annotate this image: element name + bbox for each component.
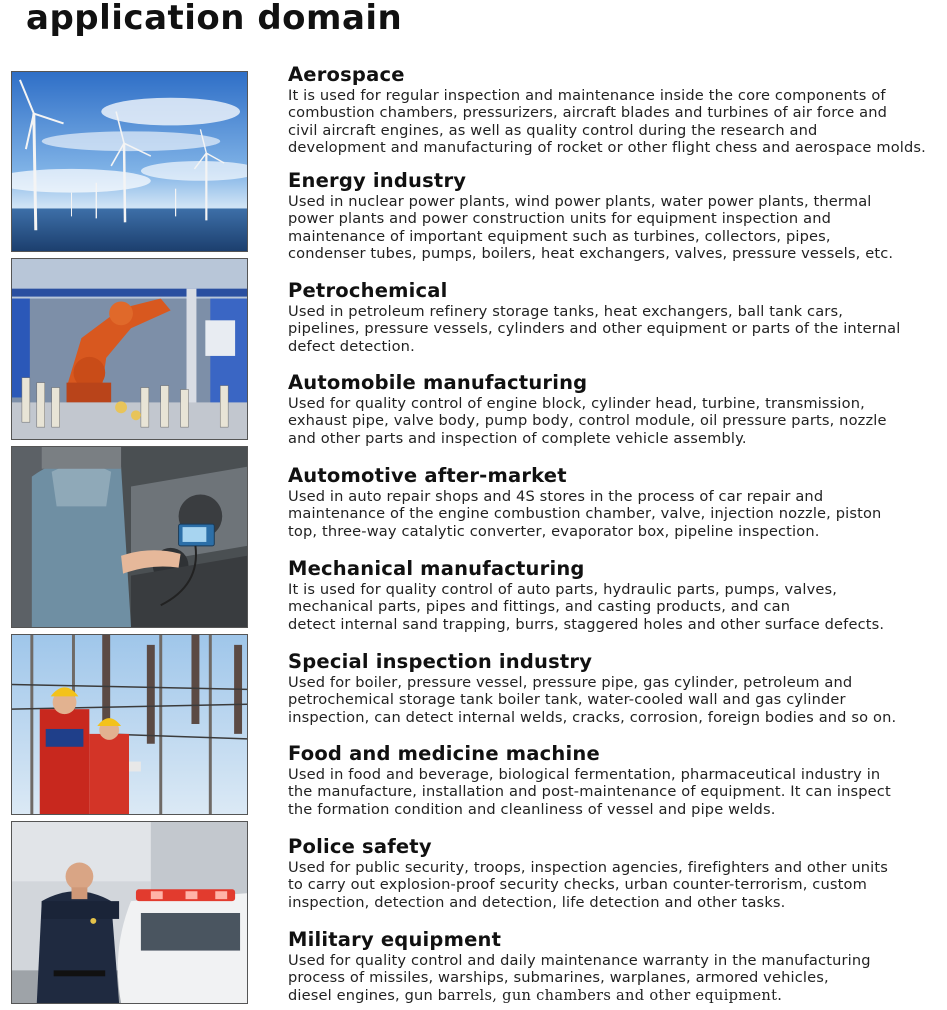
- section-text: Used in auto repair shops and 4S stores in the process of car repair and maintenance of the engine combustion chamber, valve, injection nozzle, piston top, three-way catalytic converter, evaporator box, pipeline inspection.: [288, 488, 882, 540]
- section-heading: Aerospace: [288, 63, 405, 86]
- workers-at-substation-photo: [11, 634, 248, 815]
- section-military-equipment: [288, 928, 928, 1004]
- page-title: application domain: [26, 0, 403, 38]
- police-officer-by-patrol-car-photo: [11, 821, 248, 1004]
- section-text: Used for boiler, pressure vessel, pressure pipe, gas cylinder, petroleum and petrochemical storage tank boiler tank, water-cooled wall and gas cylinder inspection, can detect internal welds, cracks, corrosion, foreign bodies and so on.: [288, 674, 897, 726]
- section-heading: Automobile manufacturing: [288, 371, 588, 394]
- section-special-inspection-industry: [288, 650, 928, 726]
- section-text: Used for public security, troops, inspection agencies, firefighters and other units to carry out explosion-proof security checks, urban counter-terrorism, custom inspection, detection and detection, life detection and other tasks.: [288, 859, 888, 911]
- section-heading: Automotive after-market: [288, 464, 567, 487]
- mechanic-with-endoscope-photo: [11, 446, 248, 628]
- section-petrochemical: [288, 279, 928, 355]
- section-heading: Petrochemical: [288, 279, 448, 302]
- section-police-safety: [288, 835, 928, 911]
- section-food-and-medicine-machine: [288, 742, 928, 818]
- section-text: Used for quality control and daily maintenance warranty in the manufacturing process of missiles, warships, submarines, warplanes, armored vehicles, diesel engines, gun barrels, gun chambers and other equipment.: [288, 952, 871, 1004]
- section-text: Used in petroleum refinery storage tanks, heat exchangers, ball tank cars, pipelines, pressure vessels, cylinders and other equipment or parts of the internal defect detection.: [288, 303, 901, 355]
- section-heading: Police safety: [288, 835, 432, 858]
- section-energy-industry: [288, 169, 928, 262]
- section-text: Used in food and beverage, biological fermentation, pharmaceutical industry in the manufacture, installation and post-maintenance of equipment. It can inspect the formation condition and cleanliness of vessel and pipe welds.: [288, 766, 891, 818]
- last-line-start: diesel engines, gun b: [288, 986, 448, 1004]
- section-text: It is used for quality control of auto parts, hydraulic parts, pumps, valves, mechanical parts, pipes and fittings, and casting products, and can detect internal sand trapping, burrs, staggered holes and other surface defects.: [288, 581, 885, 633]
- section-heading: Energy industry: [288, 169, 467, 192]
- section-aerospace: [288, 63, 928, 156]
- section-mechanical-manufacturing: [288, 557, 928, 633]
- section-heading: Mechanical manufacturing: [288, 557, 585, 580]
- section-text: Used for quality control of engine block, cylinder head, turbine, transmission, exhaust pipe, valve body, pump body, control module, oil pressure parts, nozzle and other parts and inspection of complete vehicle assembly.: [288, 395, 887, 447]
- robotic-arm-factory-photo: [11, 258, 248, 440]
- section-heading: Military equipment: [288, 928, 502, 951]
- section-automotive-after-market: [288, 464, 928, 540]
- section-text: Used in nuclear power plants, wind power plants, water power plants, thermal power plants and power construction units for equipment inspection and maintenance of important equipment such as turbines, collectors, pipes, condenser tubes, pumps, boilers, heat exchangers, valves, pressure vessels, etc.: [288, 193, 894, 262]
- last-line-end: arrels, gun chambers and other equipment.: [447, 986, 783, 1004]
- section-text: It is used for regular inspection and maintenance inside the core components of combustion chambers, pressurizers, aircraft blades and turbines of air force and civil aircraft engines, as well as quality control during the research and development and manufacturing of rocket or other flight chess and aerospace molds.: [288, 87, 926, 156]
- section-heading: Food and medicine machine: [288, 742, 600, 765]
- wind-turbines-at-sea-photo: [11, 71, 248, 252]
- section-heading: Special inspection industry: [288, 650, 593, 673]
- section-automobile-manufacturing: [288, 371, 928, 447]
